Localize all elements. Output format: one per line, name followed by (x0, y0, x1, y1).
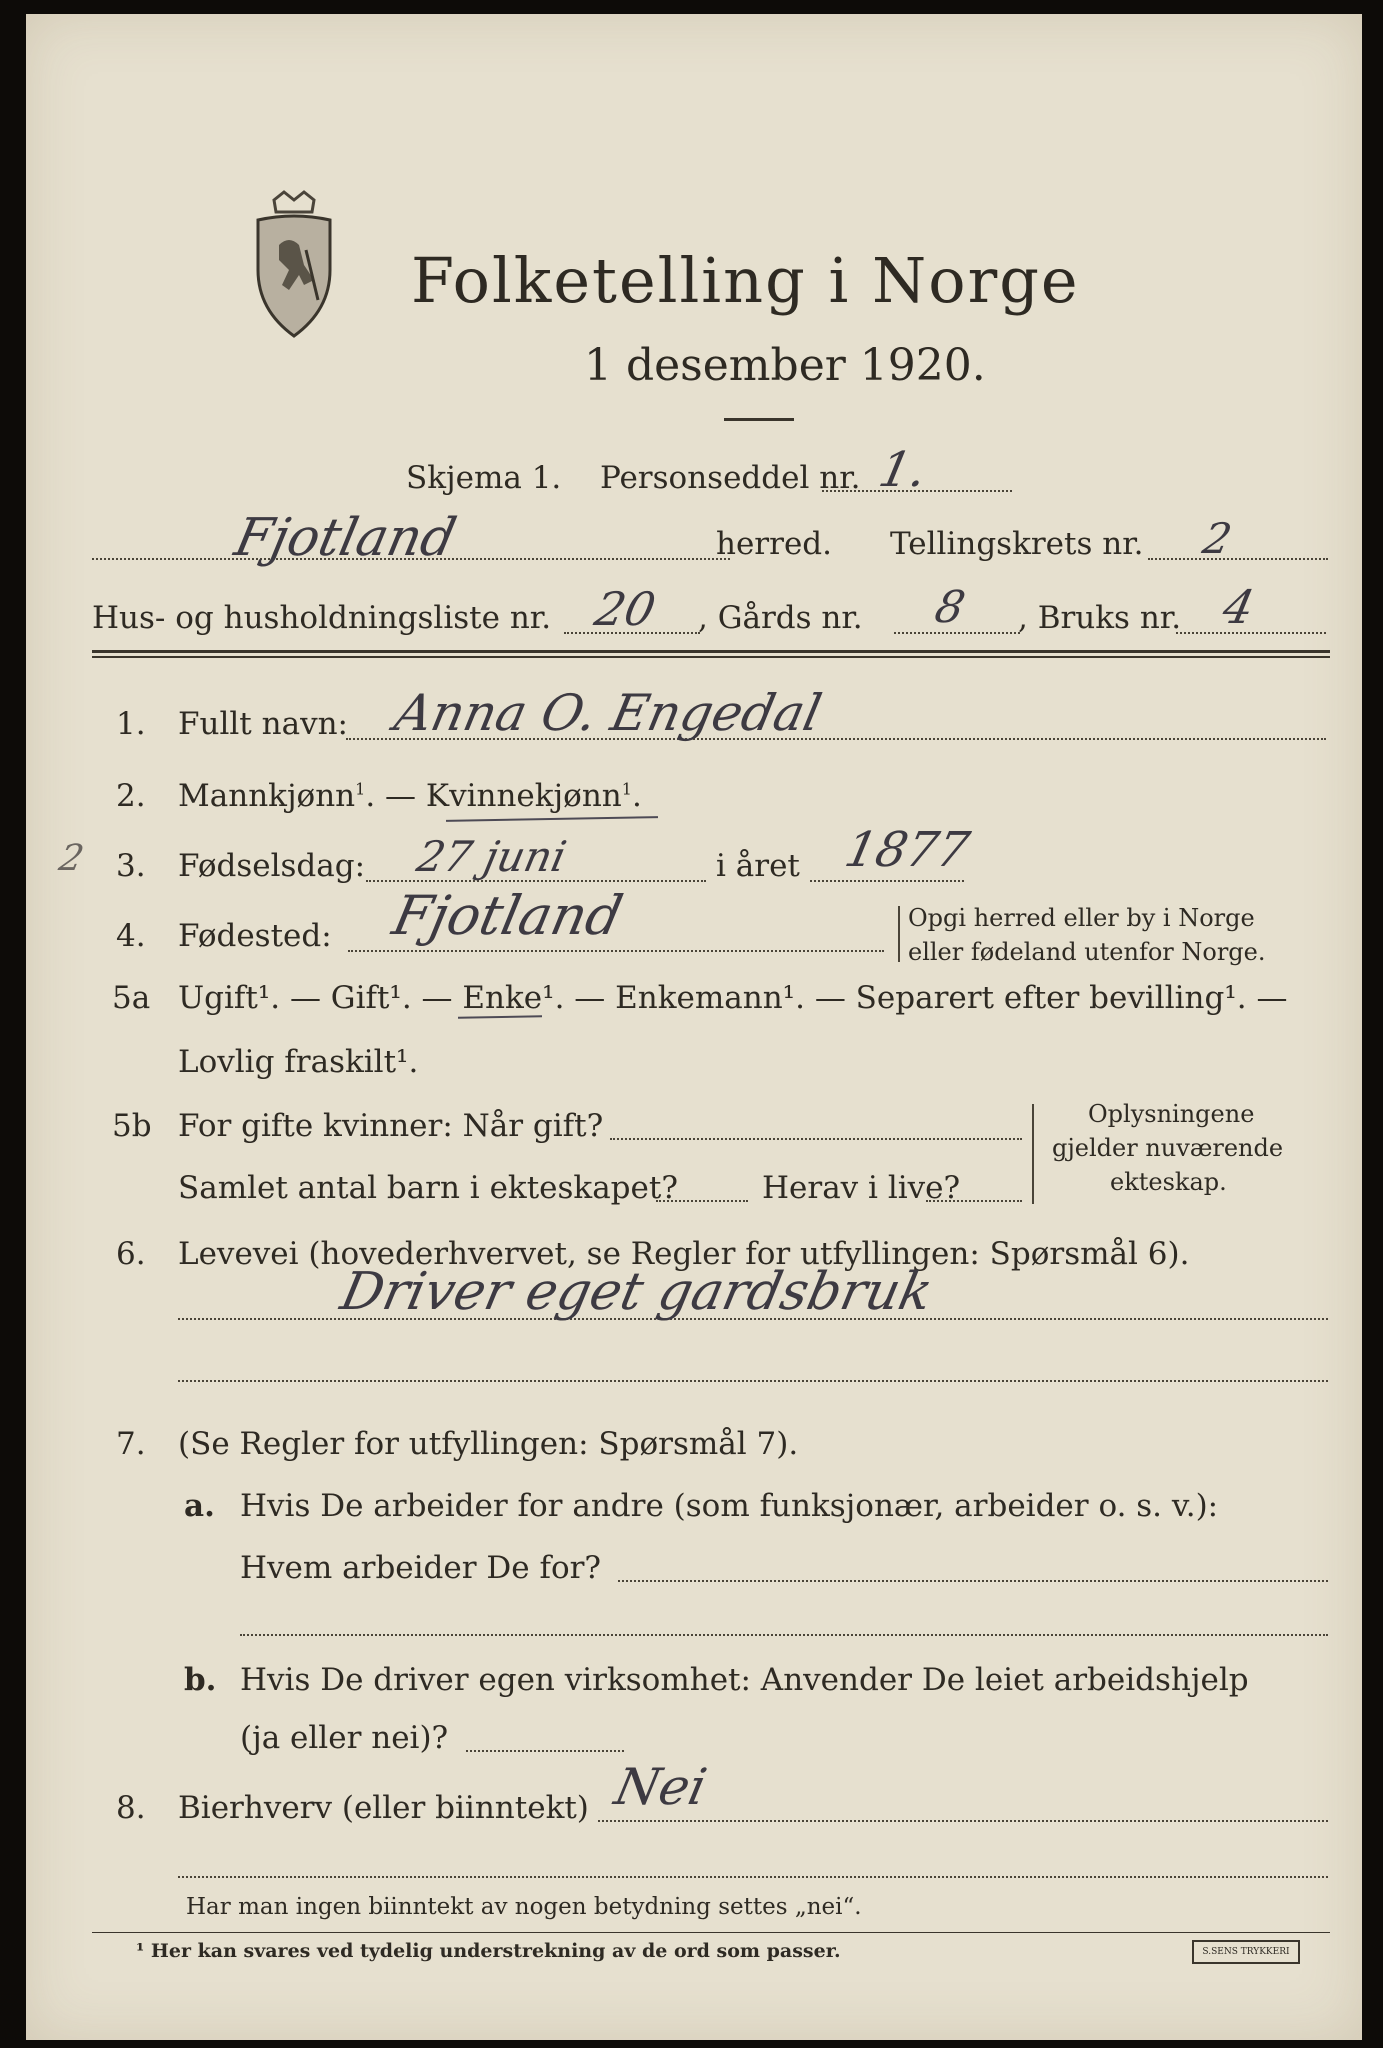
occupation-dotted-line-2[interactable] (178, 1380, 1328, 1382)
herred-label: herred. (716, 526, 832, 562)
q7-number: 7. (116, 1426, 146, 1462)
q6-label: Levevei (hovederhvervet, se Regler for utfyllingen: Spørsmål 6). (178, 1236, 1190, 1272)
footnote: ¹ Her kan svares ved tydelig understrekning av de ord som passer. (136, 1940, 841, 1962)
gards-value[interactable]: 8 (930, 582, 970, 633)
title-divider (724, 418, 794, 421)
kvinnekjonn-option[interactable]: Kvinnekjønn (425, 778, 622, 814)
gards-label: , Gårds nr. (698, 600, 863, 636)
q2-options: Mannkjønn$^1$. — Kvinnekjønn$^1$. (178, 778, 642, 814)
hus-label: Hus- og husholdningsliste nr. (92, 600, 552, 636)
q4-number: 4. (116, 918, 146, 954)
q5b-line1: For gifte kvinner: Når gift? (178, 1108, 604, 1144)
skjema-label: Skjema 1. (406, 460, 562, 496)
full-name-value[interactable]: Anna O. Engedal (389, 684, 827, 742)
q3-number: 3. (116, 848, 146, 884)
q5a-number: 5a (112, 980, 151, 1016)
q7a-line1: Hvis De arbeider for andre (som funksjonær, arbeider o. s. v.): (240, 1488, 1219, 1524)
year-label: i året (716, 848, 800, 884)
q5a-line2: Lovlig fraskilt¹. (178, 1044, 419, 1080)
birthdate-value[interactable]: 27 juni (412, 832, 571, 881)
q5b-note-line3: ekteskap. (1110, 1168, 1227, 1196)
herred-value[interactable]: Fjotland (229, 508, 462, 568)
bruks-value[interactable]: 4 (1218, 580, 1260, 634)
q4-note-bracket (898, 906, 900, 962)
q3-margin-mark: 2 (55, 838, 88, 879)
form-title: Folketelling i Norge (411, 244, 1080, 317)
side-income-value[interactable]: Nei (609, 1758, 712, 1816)
q8-label: Bierhverv (eller biinntekt) (178, 1790, 589, 1826)
bruks-dotted-line (1176, 632, 1326, 634)
employer-dotted-line[interactable] (618, 1580, 1328, 1582)
header-rule-1 (92, 650, 1330, 653)
q7-label: (Se Regler for utfyllingen: Spørsmål 7). (178, 1426, 799, 1462)
q5a-line1: Ugift¹. — Gift¹. — Enke¹. — Enkemann¹. — Separert efter bevilling¹. — (178, 980, 1288, 1016)
q5b-note-bracket (1032, 1104, 1034, 1204)
footer-rule (92, 1932, 1330, 1933)
side-income-dotted-line (598, 1820, 1328, 1822)
printer-stamp: S.SENS TRYKKERI (1192, 1940, 1300, 1964)
children-alive-dotted-line[interactable] (926, 1200, 1022, 1202)
q5b-line2b: Herav i live? (762, 1170, 961, 1206)
q4-note-line2: eller fødeland utenfor Norge. (908, 938, 1266, 966)
hired-help-dotted-line[interactable] (466, 1750, 624, 1752)
q5b-note-line1: Oplysningene (1088, 1100, 1255, 1128)
q4-label: Fødested: (178, 918, 332, 954)
tellingskrets-dotted-line (1148, 558, 1328, 560)
footer-note: Har man ingen biinntekt av nogen betydning settes „nei“. (186, 1894, 862, 1920)
side-income-dotted-line-2[interactable] (178, 1876, 1328, 1878)
q4-note-line1: Opgi herred eller by i Norge (908, 904, 1255, 932)
form-date: 1 desember 1920. (584, 340, 986, 391)
personseddel-value[interactable]: 1. (874, 442, 932, 498)
mannkjonn-option[interactable]: Mannkjønn (178, 778, 356, 814)
enke-option[interactable]: Enke (462, 980, 543, 1016)
q7a-letter: a. (184, 1488, 215, 1524)
header-rule-2 (92, 656, 1330, 658)
bruks-label: , Bruks nr. (1018, 600, 1182, 636)
norway-coat-of-arms-icon (244, 190, 344, 340)
q7b-line1: Hvis De driver egen virksomhet: Anvender De leiet arbeidshjelp (240, 1662, 1249, 1698)
q6-number: 6. (116, 1236, 146, 1272)
enke-underline (458, 1015, 542, 1018)
hus-value[interactable]: 20 (590, 582, 661, 636)
tellingskrets-label: Tellingskrets nr. (890, 526, 1144, 562)
birthyear-value[interactable]: 1877 (840, 822, 975, 878)
q1-number: 1. (116, 706, 146, 742)
q5b-line2a: Samlet antal barn i ekteskapet? (178, 1170, 678, 1206)
personseddel-label: Personseddel nr. (600, 460, 861, 496)
q7b-letter: b. (184, 1662, 217, 1698)
q7a-line2: Hvem arbeider De for? (240, 1550, 602, 1586)
census-form (26, 14, 1362, 2040)
children-count-dotted-line[interactable] (656, 1200, 748, 1202)
q1-label: Fullt navn: (178, 706, 348, 742)
q5b-note-line2: gjelder nuværende (1052, 1134, 1284, 1162)
q5b-number: 5b (112, 1108, 152, 1144)
birthplace-value[interactable]: Fjotland (387, 884, 628, 947)
q2-number: 2. (116, 778, 146, 814)
married-when-dotted-line[interactable] (610, 1138, 1022, 1140)
q7b-line2: (ja eller nei)? (240, 1720, 449, 1756)
q3-label: Fødselsdag: (178, 848, 366, 884)
kvinnekjonn-underline (446, 816, 658, 822)
employer-dotted-line-2[interactable] (240, 1634, 1328, 1636)
year-dotted-line (810, 880, 964, 882)
occupation-value[interactable]: Driver eget gardsbruk (335, 1262, 938, 1322)
q8-number: 8. (116, 1790, 146, 1826)
tellingskrets-value[interactable]: 2 (1198, 514, 1236, 563)
birthplace-dotted-line (348, 950, 884, 952)
